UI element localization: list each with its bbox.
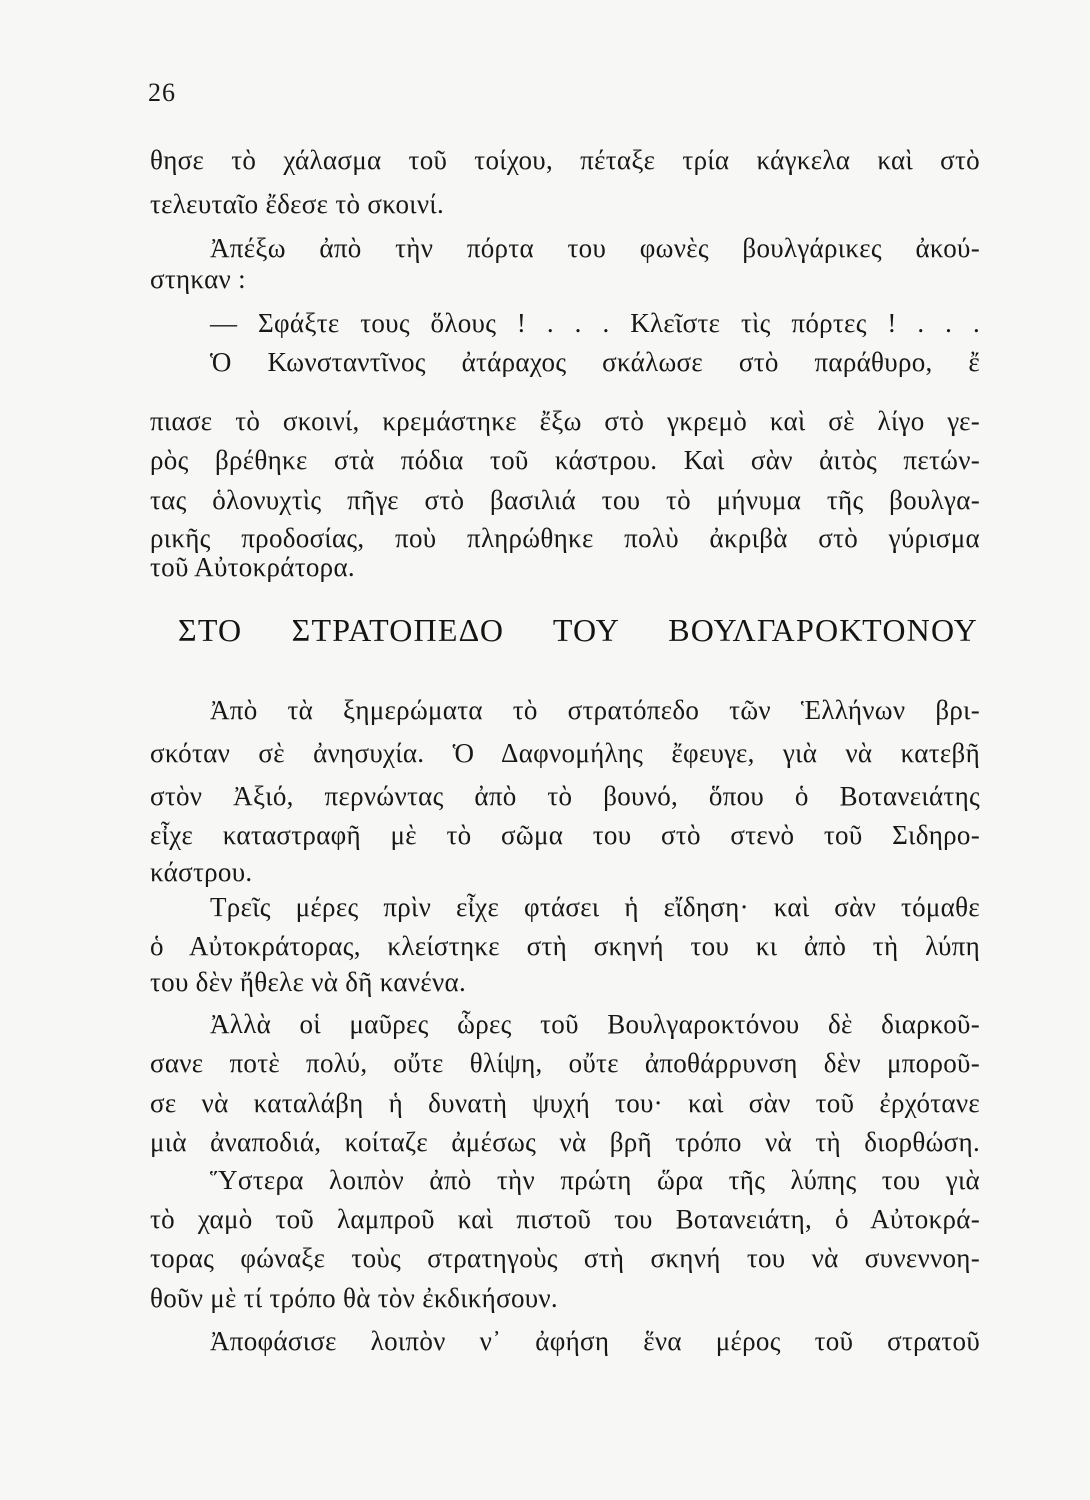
text-line: θοῦν μὲ τί τρόπο θὰ τὸν ἐκδικήσουν. [150, 1283, 558, 1313]
text-line: τὸ χαμὸ τοῦ λαμπροῦ καὶ πιστοῦ του Βοτανειάτη, ὁ Αὐτοκρά- [150, 1204, 980, 1234]
text-line: στὸν Ἀξιό, περνώντας ἀπὸ τὸ βουνό, ὅπου ὁ Βοτανειάτης [150, 781, 980, 811]
text-line: εἶχε καταστραφῆ μὲ τὸ σῶμα του στὸ στενὸ τοῦ Σιδηρο- [150, 820, 980, 850]
text-line: Ὁ Κωνσταντῖνος ἀτάραχος σκάλωσε στὸ παράθυρο, ἔ [210, 347, 980, 377]
text-line: σε νὰ καταλάβη ἡ δυνατὴ ψυχή του· καὶ σὰν τοῦ ἐρχότανε [150, 1088, 980, 1118]
text-line: πιασε τὸ σκοινί, κρεμάστηκε ἔξω στὸ γκρεμὸ καὶ σὲ λίγο γε- [150, 406, 980, 436]
section-heading: ΣΤΟ ΣΤΡΑΤΟΠΕΔΟ ΤΟΥ ΒΟΥΛΓΑΡΟΚΤΟΝΟΥ [178, 612, 978, 648]
text-line: θησε τὸ χάλασμα τοῦ τοίχου, πέταξε τρία κάγκελα καὶ στὸ [150, 145, 980, 175]
text-line: ρικῆς προδοσίας, ποὺ πληρώθηκε πολὺ ἀκριβὰ στὸ γύρισμα [150, 523, 980, 553]
text-line: ὁ Αὐτοκράτορας, κλείστηκε στὴ σκηνή του κι ἀπὸ τὴ λύπη [150, 931, 980, 961]
text-line: ρὸς βρέθηκε στὰ πόδια τοῦ κάστρου. Καὶ σὰν ἀιτὸς πετών- [150, 445, 980, 475]
text-line: κάστρου. [150, 857, 253, 887]
text-line: του δὲν ἤθελε νὰ δῆ κανένα. [150, 967, 467, 997]
text-line: Τρεῖς μέρες πρὶν εἶχε φτάσει ἡ εἴδηση· καὶ σὰν τόμαθε [210, 892, 980, 922]
text-line: σανε ποτὲ πολύ, οὔτε θλίψη, οὔτε ἀποθάρρυνση δὲν μποροῦ- [150, 1048, 980, 1078]
text-line: Ἀλλὰ οἱ μαῦρες ὧρες τοῦ Βουλγαροκτόνου δὲ διαρκοῦ- [210, 1009, 980, 1039]
text-line: τοῦ Αὐτοκράτορα. [150, 552, 355, 582]
text-line: — Σφάξτε τους ὅλους ! . . . Κλεῖστε τὶς πόρτες ! . . . [210, 308, 980, 338]
text-line: Ἀπέξω ἀπὸ τὴν πόρτα του φωνὲς βουλγάρικες ἀκού- [210, 233, 980, 263]
text-line: Ἀπὸ τὰ ξημερώματα τὸ στρατόπεδο τῶν Ἑλλήνων βρι- [210, 695, 980, 725]
text-line: τελευταῖο ἔδεσε τὸ σκοινί. [150, 189, 444, 219]
text-line: τας ὁλονυχτὶς πῆγε στὸ βασιλιά του τὸ μήνυμα τῆς βουλγα- [150, 485, 980, 515]
page-number: 26 [148, 78, 176, 107]
text-line: τορας φώναξε τοὺς στρατηγοὺς στὴ σκηνή του νὰ συνεννοη- [150, 1243, 980, 1273]
text-line: σκόταν σὲ ἀνησυχία. Ὁ Δαφνομήλης ἔφευγε, γιὰ νὰ κατεβῆ [150, 738, 980, 768]
text-line: Ὕστερα λοιπὸν ἀπὸ τὴν πρώτη ὥρα τῆς λύπης του γιὰ [210, 1165, 980, 1195]
text-line: Ἀποφάσισε λοιπὸν ν᾽ ἀφήση ἕνα μέρος τοῦ στρατοῦ [210, 1326, 980, 1356]
text-line: μιὰ ἀναποδιά, κοίταζε ἀμέσως νὰ βρῆ τρόπο νὰ τὴ διορθώση. [150, 1127, 980, 1157]
text-line: στηκαν : [150, 264, 246, 294]
